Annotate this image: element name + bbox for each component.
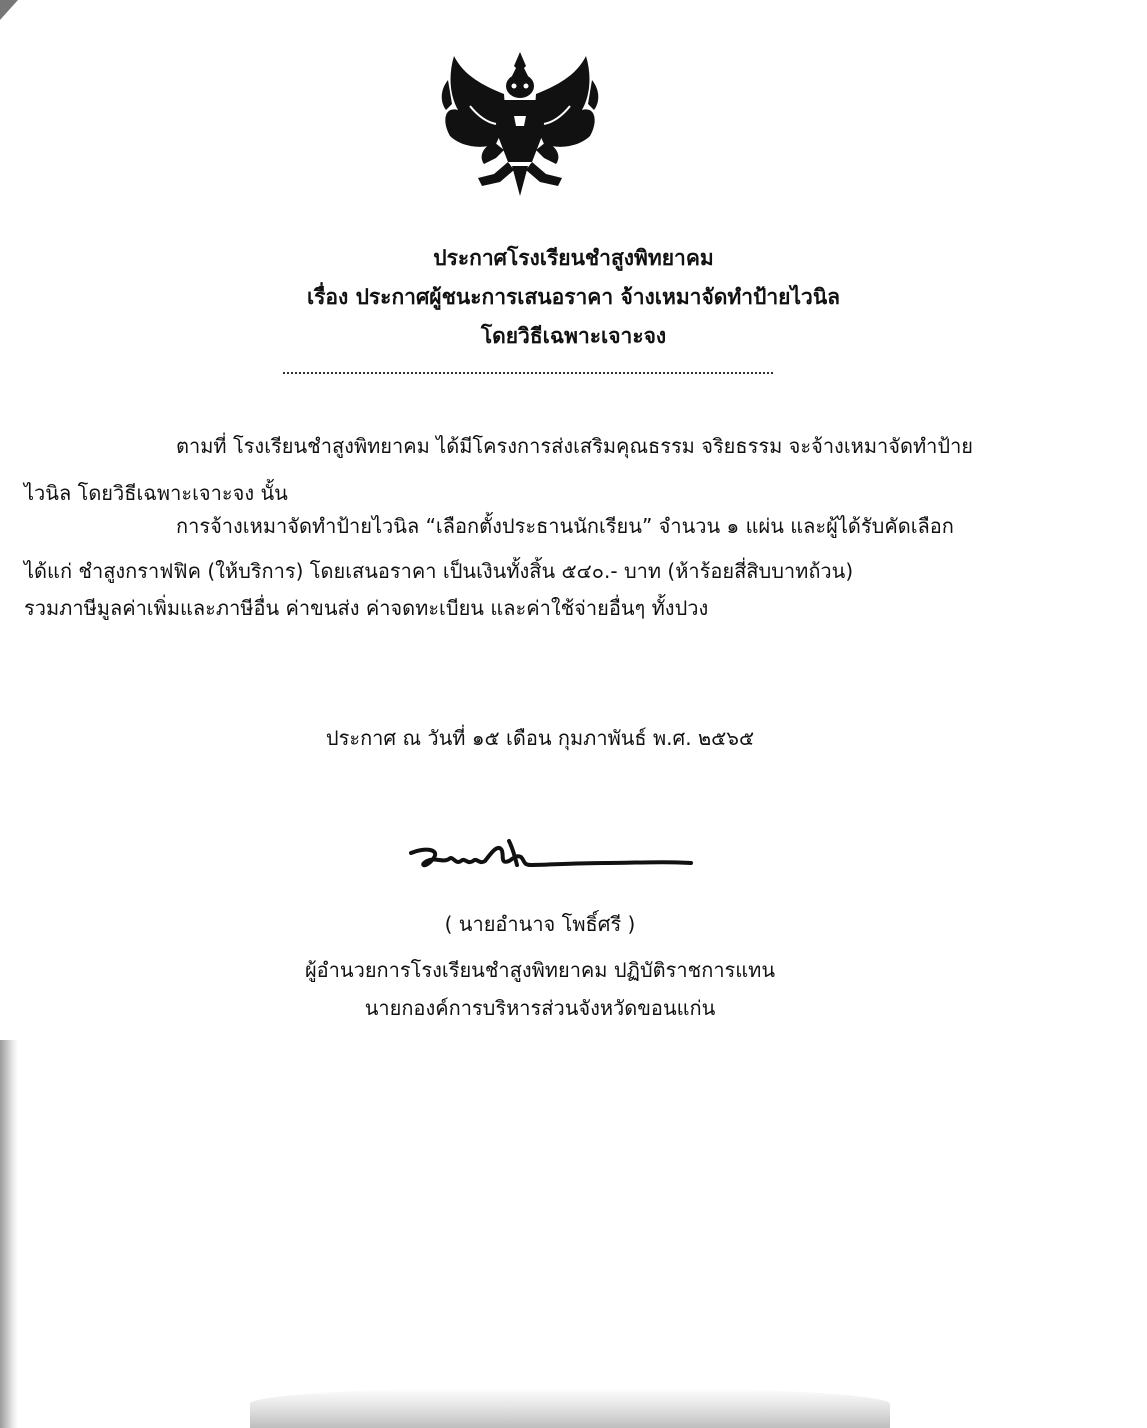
paragraph-1-line-2: ไวนิล โดยวิธีเฉพาะเจาะจง นั้น: [24, 481, 288, 505]
paragraph-2-line-2: ได้แก่ ชำสูงกราฟฟิค (ให้บริการ) โดยเสนอราคา เป็นเงินทั้งสิ้น ๕๔๐.- บาท (ห้าร้อยสี่สิบบาทถ้วน): [24, 559, 854, 583]
signatory-name: ( นายอำนาจ โพธิ์ศรี ): [444, 912, 636, 936]
signatory-position-2: นายกองค์การบริหารส่วนจังหวัดขอนแก่น: [364, 996, 716, 1020]
signatory-position-1: ผู้อำนวยการโรงเรียนชำสูงพิทยาคม ปฏิบัติราชการแทน: [304, 958, 776, 982]
announcement-title: ประกาศโรงเรียนชำสูงพิทยาคม: [433, 246, 714, 270]
garuda-emblem-icon: [434, 46, 606, 198]
scan-corner-mark: [0, 0, 24, 24]
scan-shadow-bottom: [250, 1388, 890, 1428]
announcement-method: โดยวิธีเฉพาะเจาะจง: [480, 324, 667, 348]
dotted-divider: [283, 372, 773, 374]
announcement-date: ประกาศ ณ วันที่ ๑๕ เดือน กุมภาพันธ์ พ.ศ. ๒๕๖๕: [325, 726, 755, 750]
scan-shadow-left: [0, 1040, 18, 1428]
paragraph-1-line-1: ตามที่ โรงเรียนชำสูงพิทยาคม ได้มีโครงการส่งเสริมคุณธรรม จริยธรรม จะจ้างเหมาจัดทำป้าย: [176, 434, 974, 458]
handwritten-signature-icon: [405, 835, 695, 890]
paragraph-2-line-3: รวมภาษีมูลค่าเพิ่มและภาษีอื่น ค่าขนส่ง ค่าจดทะเบียน และค่าใช้จ่ายอื่นๆ ทั้งปวง: [24, 596, 709, 620]
paragraph-2-line-1: การจ้างเหมาจัดทำป้ายไวนิล “เลือกตั้งประธานนักเรียน” จำนวน ๑ แผ่น และผู้ได้รับคัดเลือก: [176, 514, 954, 538]
announcement-subject: เรื่อง ประกาศผู้ชนะการเสนอราคา จ้างเหมาจัดทำป้ายไวนิล: [306, 285, 841, 309]
